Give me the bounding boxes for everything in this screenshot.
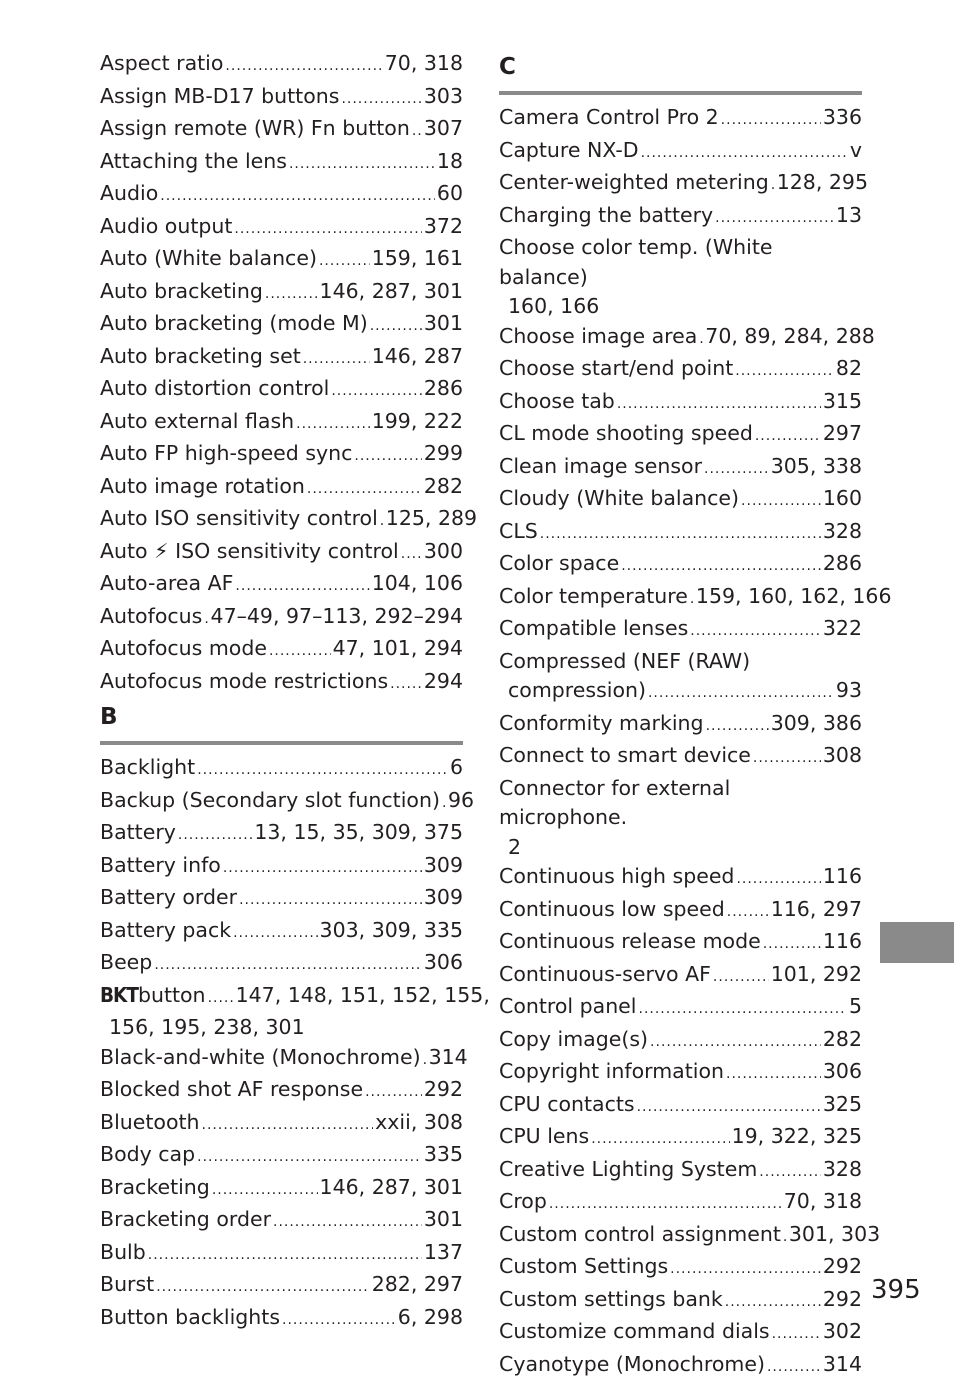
index-entry: [100, 667, 463, 700]
index-term: Color space: [499, 549, 619, 579]
index-term: Battery order: [100, 883, 237, 913]
index-entry: [499, 992, 862, 1025]
index-pages: 322: [823, 614, 862, 644]
index-entry: [100, 309, 463, 342]
index-pages: 146, 287, 301: [320, 277, 463, 307]
index-term: Button backlights: [100, 1303, 280, 1333]
dot-leader: [296, 410, 370, 440]
index-term: CPU contacts: [499, 1090, 635, 1120]
section-heading-b: B: [100, 699, 463, 733]
dot-leader: [212, 1176, 318, 1206]
index-entry: [100, 114, 463, 147]
index-term: compression): [508, 676, 646, 706]
index-entry: [499, 549, 862, 582]
dot-leader: [265, 280, 318, 310]
index-term: Connect to smart device: [499, 741, 751, 771]
dot-leader: [401, 540, 422, 570]
dot-leader: [772, 1320, 821, 1350]
index-pages: 300: [424, 537, 463, 567]
index-term: Auto bracketing: [100, 277, 263, 307]
index-column-left: [100, 49, 463, 1335]
index-term: CPU lens: [499, 1122, 589, 1152]
dot-leader: [319, 247, 370, 277]
index-pages: 70, 318: [385, 49, 463, 79]
index-entry-connector-ext-mic: [499, 774, 862, 863]
index-term: Control panel: [499, 992, 637, 1022]
dot-leader: [370, 312, 422, 342]
index-term: Choose start/end point: [499, 354, 733, 384]
index-pages: 125, 289: [386, 504, 477, 534]
index-term: Backup (Secondary slot function): [100, 786, 440, 816]
index-term: Blocked shot AF response: [100, 1075, 363, 1105]
dot-leader: [690, 617, 821, 647]
dot-leader: [307, 475, 422, 505]
index-term: Battery pack: [100, 916, 231, 946]
index-pages: 309: [424, 851, 463, 881]
index-pages: 2: [499, 833, 862, 863]
flash-icon: ⚡: [154, 539, 168, 563]
dot-leader: [178, 821, 252, 851]
index-pages: 159, 161: [372, 244, 463, 274]
dot-leader: [269, 637, 331, 667]
dot-leader: [303, 345, 370, 375]
index-pages: 6: [450, 753, 463, 783]
dot-leader: [704, 455, 769, 485]
section-rule: [499, 91, 862, 95]
dot-leader: [208, 984, 234, 1014]
index-term: Battery: [100, 818, 176, 848]
index-term: Auto ISO sensitivity control: [100, 504, 378, 534]
dot-leader: [706, 712, 769, 742]
dot-leader: [423, 1046, 427, 1076]
index-entry: [100, 1173, 463, 1206]
dot-leader: [365, 1078, 422, 1108]
index-pages: 294: [424, 667, 463, 697]
index-term: Choose image area: [499, 322, 697, 352]
dot-leader: [726, 1060, 821, 1090]
index-term: Capture NX-D: [499, 136, 639, 166]
index-pages: 314: [823, 1350, 862, 1380]
index-entry: [499, 1285, 862, 1318]
index-pages: 5: [849, 992, 862, 1022]
index-term: Continuous low speed: [499, 895, 725, 925]
dot-leader: [225, 52, 382, 82]
dot-leader: [641, 139, 848, 169]
dot-leader: [771, 171, 775, 201]
index-entry-compressed-nef: [499, 647, 862, 709]
dot-leader: [197, 756, 448, 786]
index-pages: 116, 297: [771, 895, 862, 925]
index-entry: [499, 927, 862, 960]
index-pages: 282: [424, 472, 463, 502]
index-pages: 70, 89, 284, 288: [705, 322, 875, 352]
index-pages: 305, 338: [771, 452, 862, 482]
index-term: Burst: [100, 1270, 154, 1300]
index-entry: [100, 1205, 463, 1238]
index-entry: [499, 862, 862, 895]
index-term: Copy image(s): [499, 1025, 648, 1055]
index-entry: [499, 1252, 862, 1285]
index-term: Bluetooth: [100, 1108, 200, 1138]
index-entry: [499, 1187, 862, 1220]
dot-leader: [699, 325, 703, 355]
index-entry: [100, 1043, 463, 1076]
index-pages: 96: [448, 786, 474, 816]
dot-leader: [380, 507, 384, 537]
index-pages: 286: [823, 549, 862, 579]
index-entry: [100, 374, 463, 407]
index-entry: [499, 484, 862, 517]
dot-leader: [648, 679, 834, 709]
dot-leader: [741, 487, 821, 517]
index-entry-auto-flash-iso: [100, 537, 463, 570]
index-term: Creative Lighting System: [499, 1155, 757, 1185]
index-pages: 159, 160, 162, 166: [696, 582, 892, 612]
dot-leader: [156, 1273, 370, 1303]
index-pages: 160: [823, 484, 862, 514]
index-term: CLS: [499, 517, 538, 547]
index-term: Bracketing: [100, 1173, 210, 1203]
dot-leader: [354, 442, 421, 472]
index-pages: 19, 322, 325: [732, 1122, 862, 1152]
index-entry: [100, 818, 463, 851]
dot-leader: [331, 377, 422, 407]
index-entry: [100, 244, 463, 277]
index-pages: 292: [823, 1252, 862, 1282]
index-pages: 137: [424, 1238, 463, 1268]
index-entry: [100, 1303, 463, 1336]
index-term: Auto bracketing set: [100, 342, 301, 372]
index-term: ISO sensitivity control: [175, 539, 399, 563]
dot-leader: [235, 572, 369, 602]
index-term: Custom control assignment: [499, 1220, 781, 1250]
index-pages: 328: [823, 1155, 862, 1185]
index-term: Auto-area AF: [100, 569, 233, 599]
dot-leader: [690, 585, 694, 615]
index-term: Connector for external microphone.: [499, 774, 862, 833]
index-pages: 328: [823, 517, 862, 547]
index-term: Auto bracketing (mode M): [100, 309, 368, 339]
index-term: Custom Settings: [499, 1252, 668, 1282]
index-pages: 306: [823, 1057, 862, 1087]
index-term: Customize command dials: [499, 1317, 770, 1347]
index-term: Continuous high speed: [499, 862, 734, 892]
dot-leader: [239, 886, 422, 916]
index-pages: 147, 148, 151, 152, 155,: [236, 981, 490, 1011]
index-entry: [499, 322, 862, 355]
index-pages: 309, 386: [771, 709, 862, 739]
index-pages: 308: [823, 741, 862, 771]
dot-leader: [713, 963, 769, 993]
index-entry: [100, 82, 463, 115]
index-term: Center-weighted metering: [499, 168, 769, 198]
index-entry: [499, 1057, 862, 1090]
index-pages: 282: [823, 1025, 862, 1055]
index-term: Bracketing order: [100, 1205, 271, 1235]
index-entry: [499, 582, 862, 615]
index-term: Body cap: [100, 1140, 195, 1170]
dot-leader: [540, 520, 821, 550]
dot-leader: [727, 898, 769, 928]
index-term: Choose tab: [499, 387, 615, 417]
dot-leader: [670, 1255, 821, 1285]
index-pages: 314: [429, 1043, 468, 1073]
dot-leader: [148, 1241, 422, 1271]
section-heading-c: C: [499, 49, 862, 83]
index-entry-bkt-button: [100, 981, 463, 1043]
index-pages: 13: [836, 201, 862, 231]
index-pages: 199, 222: [372, 407, 463, 437]
dot-leader: [735, 357, 834, 387]
index-term: Backlight: [100, 753, 195, 783]
index-term: Crop: [499, 1187, 547, 1217]
dot-leader: [783, 1223, 787, 1253]
index-entry: [100, 1140, 463, 1173]
index-term: Copyright information: [499, 1057, 724, 1087]
index-pages: 146, 287, 301: [320, 1173, 463, 1203]
dot-leader: [390, 670, 422, 700]
index-pages: 128, 295: [777, 168, 868, 198]
index-pages: 301: [424, 1205, 463, 1235]
index-entry: [100, 504, 463, 537]
index-pages: 306: [424, 948, 463, 978]
index-term: Auto: [100, 539, 148, 563]
index-pages: 93: [836, 676, 862, 706]
index-entry: [100, 1238, 463, 1271]
index-term: Auto (White balance): [100, 244, 317, 274]
dot-leader: [289, 150, 435, 180]
index-entry: [499, 1220, 862, 1253]
index-entry: [100, 212, 463, 245]
index-entry: [499, 168, 862, 201]
dot-leader: [637, 1093, 821, 1123]
index-pages: 292: [823, 1285, 862, 1315]
index-pages: 82: [836, 354, 862, 384]
section-thumb-tab: [880, 922, 954, 963]
dot-leader: [202, 1111, 374, 1141]
index-entry: [100, 569, 463, 602]
index-term: Auto FP high-speed sync: [100, 439, 352, 469]
index-term: Compatible lenses: [499, 614, 688, 644]
dot-leader: [591, 1125, 729, 1155]
index-entry: [100, 49, 463, 82]
index-term: Cloudy (White balance): [499, 484, 739, 514]
index-pages: 47, 101, 294: [333, 634, 463, 664]
dot-leader: [639, 995, 847, 1025]
index-pages: 282, 297: [372, 1270, 463, 1300]
dot-leader: [160, 182, 435, 212]
index-term: CL mode shooting speed: [499, 419, 753, 449]
dot-leader: [753, 744, 821, 774]
index-term: Cyanotype (Monochrome): [499, 1350, 765, 1380]
index-entry: [499, 354, 862, 387]
index-term: Choose color temp. (White balance): [499, 233, 862, 292]
index-entry: [100, 634, 463, 667]
index-entry: [100, 1075, 463, 1108]
index-term: Audio output: [100, 212, 232, 242]
index-term: Auto image rotation: [100, 472, 305, 502]
index-entry: [100, 179, 463, 212]
index-pages: 292: [424, 1075, 463, 1105]
index-entry: [100, 753, 463, 786]
dot-leader: [154, 951, 422, 981]
index-entry: [499, 1350, 862, 1382]
index-pages: 60: [437, 179, 463, 209]
dot-leader: [736, 865, 820, 895]
index-term: Autofocus mode: [100, 634, 267, 664]
dot-leader: [204, 605, 208, 635]
dot-leader: [233, 919, 317, 949]
index-entry: [499, 103, 862, 136]
index-entry: [100, 883, 463, 916]
index-pages: 301, 303: [789, 1220, 880, 1250]
index-pages: v: [850, 136, 862, 166]
index-entry: [100, 472, 463, 505]
dot-leader: [763, 930, 821, 960]
index-pages: 18: [437, 147, 463, 177]
index-term: Beep: [100, 948, 152, 978]
index-pages: 302: [823, 1317, 862, 1347]
index-entry: [499, 1025, 862, 1058]
index-term: Bulb: [100, 1238, 146, 1268]
dot-leader: [715, 204, 834, 234]
index-entry: [100, 948, 463, 981]
index-pages: 116: [823, 927, 862, 957]
dot-leader: [617, 390, 821, 420]
dot-leader: [341, 85, 421, 115]
index-entry: [100, 147, 463, 180]
index-entry: [499, 895, 862, 928]
index-entry: [100, 277, 463, 310]
index-entry: [100, 851, 463, 884]
index-term: Clean image sensor: [499, 452, 702, 482]
index-entry: [100, 1270, 463, 1303]
bkt-button-label: BKT: [100, 981, 138, 1011]
index-term: Auto external flash: [100, 407, 294, 437]
dot-leader: [759, 1158, 821, 1188]
index-pages: 325: [823, 1090, 862, 1120]
index-term: Color temperature: [499, 582, 688, 612]
index-pages: 336: [823, 103, 862, 133]
index-entry: [100, 1108, 463, 1141]
dot-leader: [197, 1143, 422, 1173]
index-entry: [499, 387, 862, 420]
index-entry: [100, 342, 463, 375]
index-term: Auto distortion control: [100, 374, 329, 404]
dot-leader: [767, 1353, 821, 1382]
index-entry: [499, 960, 862, 993]
index-pages: 301: [424, 309, 463, 339]
index-entry: [499, 1090, 862, 1123]
index-term: button: [138, 981, 206, 1011]
index-entry: [499, 709, 862, 742]
index-pages: 286: [424, 374, 463, 404]
index-pages: 156, 195, 238, 301: [100, 1013, 463, 1043]
index-term: Autofocus mode restrictions: [100, 667, 388, 697]
index-term: Continuous-servo AF: [499, 960, 711, 990]
dot-leader: [442, 789, 446, 819]
index-pages: 297: [823, 419, 862, 449]
index-entry: [499, 614, 862, 647]
dot-leader: [549, 1190, 782, 1220]
index-term: Camera Control Pro 2: [499, 103, 719, 133]
index-entry: [499, 136, 862, 169]
index-term: Continuous release mode: [499, 927, 761, 957]
index-term: Attaching the lens: [100, 147, 287, 177]
dot-leader: [621, 552, 821, 582]
index-term: Autofocus: [100, 602, 202, 632]
index-term: Custom settings bank: [499, 1285, 723, 1315]
index-term: Audio: [100, 179, 158, 209]
index-pages: 13, 15, 35, 309, 375: [254, 818, 463, 848]
index-pages: 6, 298: [398, 1303, 463, 1333]
index-term: Assign remote (WR) Fn button: [100, 114, 410, 144]
dot-leader: [725, 1288, 821, 1318]
section-rule: [100, 741, 463, 745]
index-entry: [499, 419, 862, 452]
index-pages: 70, 318: [784, 1187, 862, 1217]
index-entry: [499, 741, 862, 774]
index-entry: [499, 1122, 862, 1155]
index-term: Assign MB-D17 buttons: [100, 82, 339, 112]
index-entry: [499, 452, 862, 485]
dot-leader: [412, 117, 422, 147]
dot-leader: [234, 215, 421, 245]
index-term: Charging the battery: [499, 201, 713, 231]
dot-leader: [650, 1028, 821, 1058]
index-pages: 116: [823, 862, 862, 892]
index-term: Conformity marking: [499, 709, 704, 739]
index-term: Battery info: [100, 851, 221, 881]
index-pages: 146, 287: [372, 342, 463, 372]
index-pages: 104, 106: [372, 569, 463, 599]
dot-leader: [282, 1306, 396, 1336]
dot-leader: [721, 106, 821, 136]
index-pages: 335: [424, 1140, 463, 1170]
index-term: Aspect ratio: [100, 49, 223, 79]
index-entry: [499, 201, 862, 234]
index-column-right: [499, 49, 862, 1382]
index-entry: [100, 916, 463, 949]
index-entry: [100, 602, 463, 635]
index-pages: 303, 309, 335: [320, 916, 463, 946]
index-pages: xxii, 308: [375, 1108, 463, 1138]
index-pages: 372: [424, 212, 463, 242]
index-pages: 307: [424, 114, 463, 144]
dot-leader: [273, 1208, 422, 1238]
index-pages: 303: [424, 82, 463, 112]
index-pages: 315: [823, 387, 862, 417]
index-entry: [100, 407, 463, 440]
index-pages: 47–49, 97–113, 292–294: [211, 602, 463, 632]
index-entry: [499, 517, 862, 550]
index-pages: 160, 166: [499, 292, 862, 322]
index-pages: 309: [424, 883, 463, 913]
index-entry: [499, 1155, 862, 1188]
index-term: Compressed (NEF (RAW): [499, 647, 862, 677]
dot-leader: [755, 422, 821, 452]
index-term: Black-and-white (Monochrome): [100, 1043, 421, 1073]
index-pages: 101, 292: [771, 960, 862, 990]
index-pages: 299: [424, 439, 463, 469]
index-entry: [100, 439, 463, 472]
index-entry-choose-color-temp: [499, 233, 862, 322]
dot-leader: [223, 854, 422, 884]
page-number: 395: [871, 1275, 921, 1305]
index-entry: [100, 786, 463, 819]
